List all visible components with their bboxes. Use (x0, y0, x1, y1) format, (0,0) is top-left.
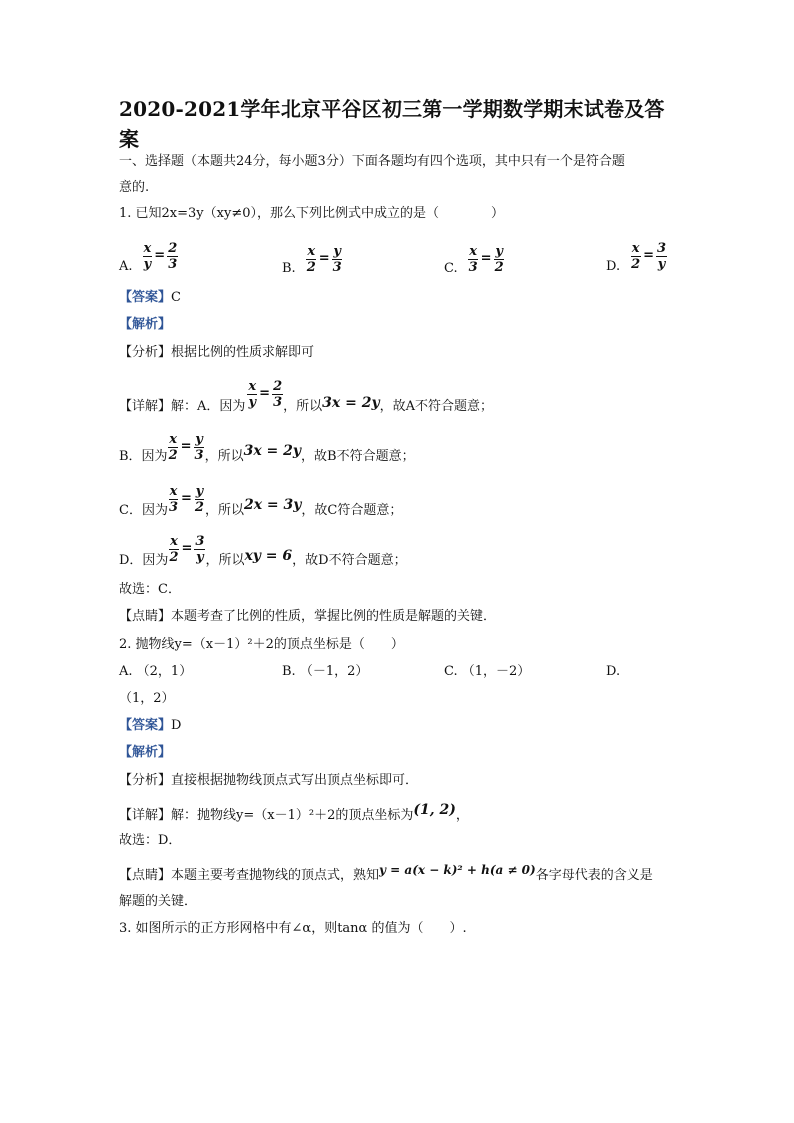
frac-num: x (169, 483, 178, 499)
frac-num: x (631, 240, 640, 256)
so-text: ，所以 (205, 553, 245, 568)
frac-den: 2 (494, 259, 504, 275)
q1-choose: 故选：C． (119, 582, 181, 597)
detail-tag: 【详解】 (119, 808, 172, 823)
so-text: ，所以 (204, 503, 244, 518)
q1-option-d: D. $\frac{x}{2}$ = $\frac{3}{y}$ (606, 240, 667, 274)
frac-num: x (248, 378, 257, 394)
frac-den: 2 (194, 499, 204, 515)
q2-option-d-value: （1，2） (119, 691, 175, 706)
frac-num: 3 (657, 240, 667, 256)
section-heading: 一、选择题（本题共24分，每小题3分）下面各题均有四个选项，其中只有一个是符合题 (119, 154, 625, 169)
q2-fenxi (119, 772, 418, 790)
frac-den: y (196, 549, 204, 565)
option-label: A. (119, 259, 133, 274)
frac-num: y (333, 243, 341, 259)
equation: xy = 6 (244, 548, 293, 564)
q2-option-d: D. (606, 664, 621, 679)
q2-analysis-tag: 【解析】 (119, 745, 172, 760)
q2-option-c: C. （1，－2） (444, 664, 531, 679)
option-label: B. (282, 261, 296, 276)
fenxi-tag: 【分析】 (119, 345, 172, 360)
detail-end: ， (455, 808, 469, 823)
q1-option-b: B. $\frac{x}{2}$ = $\frac{y}{3}$ (282, 243, 342, 276)
frac-den: 3 (468, 259, 478, 275)
so-text: ，所以 (204, 449, 244, 464)
frac-num: x (143, 240, 152, 256)
q2-dianjing-cont: 解题的关键． (119, 894, 198, 909)
frac-den: 2 (306, 259, 316, 275)
frac-den: 3 (332, 259, 342, 275)
dianjing-text2: 各字母代表的含义是 (535, 868, 653, 883)
frac-den: 3 (194, 447, 204, 463)
q1-option-c: C. $\frac{x}{3}$ = $\frac{y}{2}$ (444, 243, 504, 276)
answer-value: D (171, 718, 182, 733)
q2-answer (119, 717, 181, 735)
option-label: D. (606, 259, 621, 274)
frac-den: 3 (168, 499, 178, 515)
q2-option-a: A. （2，1） (119, 664, 193, 679)
q2-detail (119, 802, 469, 825)
vertex-form: y = a(x − k)² + h(a ≠ 0) (379, 863, 536, 877)
dianjing-tag: 【点睛】 (119, 609, 172, 624)
q1-analysis-tag: 【解析】 (119, 317, 172, 332)
q1-detail-a: 【详解】 解：A．因为 $\frac{x}{y}$ = $\frac{2}{3}$ ，所以 3x = 2y ，故A不符合题意； (119, 378, 493, 414)
frac-num: x (307, 243, 316, 259)
frac-den: y (657, 256, 666, 272)
q1-detail-b: B．因为 $\frac{x}{2}$ = $\frac{y}{3}$ ，所以 3x = 2y ，故B不符合题意； (119, 431, 415, 464)
q1-dianjing (119, 608, 496, 626)
frac-num: x (170, 533, 178, 549)
q3-stem: 3. 如图所示的正方形网格中有∠α，则tanα 的值为（ ）. (119, 921, 467, 936)
q1-answer (119, 289, 181, 307)
dianjing-text: 本题主要考查抛物线的顶点式，熟知 (171, 868, 380, 883)
equation: 2x = 3y (243, 497, 302, 513)
q2-dianjing (119, 863, 653, 885)
fenxi-text: 直接根据抛物线顶点式写出顶点坐标即可． (171, 773, 419, 788)
frac-den: y (248, 394, 257, 410)
detail-intro: 解：A．因为 (171, 399, 246, 414)
equation: 3x = 2y (243, 443, 302, 459)
q1-fenxi (119, 344, 314, 362)
q1-option-a: A. $\frac{x}{y}$ = $\frac{2}{3}$ (119, 240, 178, 274)
q1-detail-c: C．因为 $\frac{x}{3}$ = $\frac{y}{2}$ ，所以 2x = 3y ，故C符合题意； (119, 483, 403, 518)
section-heading-cont: 意的. (119, 180, 150, 195)
frac-den: 2 (631, 256, 641, 272)
detail-tag: 【详解】 (119, 399, 172, 414)
answer-tag: 【答案】 (119, 718, 172, 733)
q2-option-b: B. （－1，2） (282, 664, 369, 679)
frac-den: 2 (169, 549, 179, 565)
frac-den: 3 (168, 256, 178, 272)
case-prefix: D．因为 (119, 553, 169, 568)
frac-den: 2 (168, 447, 178, 463)
case-prefix: C．因为 (119, 503, 168, 518)
q1-stem: 1. 已知2x=3y（xy≠0），那么下列比例式中成立的是（ ） (119, 206, 504, 221)
option-label: C. (444, 261, 458, 276)
page-title-cont: 案 (119, 127, 140, 151)
page-title: 2020-2021学年北京平谷区初三第一学期数学期末试卷及答 (119, 97, 665, 121)
dianjing-text: 本题考查了比例的性质，掌握比例的性质是解题的关键． (171, 609, 497, 624)
frac-num: 3 (195, 533, 205, 549)
frac-den: y (143, 256, 152, 272)
so-text: ，所以 (283, 399, 323, 414)
frac-num: 2 (273, 378, 283, 394)
frac-den: 3 (273, 394, 283, 410)
equation: 3x = 2y (322, 395, 380, 411)
fenxi-text: 根据比例的性质求解即可 (171, 345, 315, 360)
frac-num: y (195, 431, 203, 447)
frac-num: 2 (168, 240, 178, 256)
q1-detail-d: D．因为 $\frac{x}{2}$ = $\frac{3}{y}$ ，所以 xy = 6 ，故D不符合题意； (119, 533, 407, 568)
conclusion: ，故A不符合题意； (379, 399, 493, 414)
detail-text: 解：抛物线y=（x－1）²＋2的顶点坐标为 (171, 808, 414, 823)
conclusion: ，故B不符合题意； (301, 449, 415, 464)
case-prefix: B．因为 (119, 449, 168, 464)
answer-tag: 【答案】 (119, 290, 172, 305)
frac-num: x (469, 243, 478, 259)
vertex-coord: (1, 2) (413, 802, 456, 818)
dianjing-tag: 【点睛】 (119, 868, 172, 883)
frac-num: x (169, 431, 177, 447)
conclusion: ，故D不符合题意； (292, 553, 407, 568)
q2-stem: 2. 抛物线y=（x－1）²＋2的顶点坐标是（ ） (119, 637, 404, 652)
answer-value: C (171, 290, 181, 305)
conclusion: ，故C符合题意； (301, 503, 403, 518)
q2-choose: 故选：D． (119, 833, 182, 848)
fenxi-tag: 【分析】 (119, 773, 172, 788)
frac-num: y (495, 243, 503, 259)
frac-num: y (195, 483, 204, 499)
